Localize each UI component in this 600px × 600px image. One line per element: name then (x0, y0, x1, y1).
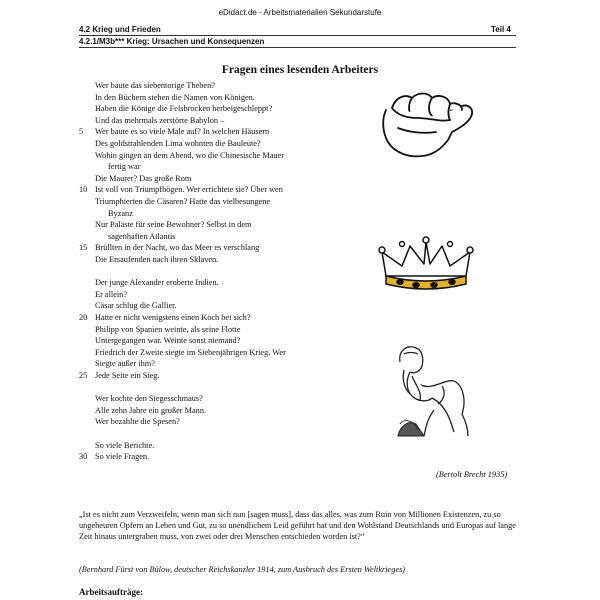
poem-line (79, 254, 379, 265)
poem-line (79, 416, 379, 427)
poem-line (79, 277, 379, 288)
poem-line (79, 358, 379, 369)
poem-line (79, 289, 379, 300)
line-text: So viele Fragen. (95, 452, 150, 462)
line-text: Nur Paläste für seine Bewohner? Selbst in dem (95, 220, 252, 230)
line-text: Siegte außer ihm? (95, 359, 155, 369)
line-text: sagenhaften Atlantis (108, 231, 176, 241)
line-text: Des goldstrahlenden Lima wohnten die Bauleute? (95, 139, 261, 148)
line-text: Cäsar schlug die Gallier. (95, 301, 177, 311)
poem-line (79, 196, 379, 207)
poem-title: Fragen eines lesenden Arbeiters (221, 64, 379, 76)
poem-line (79, 266, 379, 277)
line-text: Triumphierten die Cäsaren? Hatte das vielbesungene (95, 197, 271, 206)
line-text: Jede Seite ein Sieg. (95, 371, 160, 380)
poem-line (79, 150, 379, 161)
fist-icon (378, 88, 476, 160)
poem-line (79, 324, 379, 335)
poem-line (79, 115, 379, 126)
line-text: Wer bezahlte die Spesen? (95, 417, 180, 427)
line-text: Haben die Könige die Felsbrocken herbeigeschleppt? (95, 104, 273, 114)
poem-line (79, 382, 379, 393)
line-text: Byzanz (108, 208, 133, 218)
poem-line (79, 335, 379, 346)
tasks-heading: Arbeitsaufträge: (79, 587, 143, 597)
poem-line (79, 126, 379, 137)
line-text: Friedrich der Zweite siegte im Siebenjährigen Krieg. Wer (95, 347, 286, 357)
line-number: 5 (79, 127, 84, 137)
poem-line (79, 405, 379, 416)
poem-line (79, 451, 379, 462)
poem-line (79, 92, 379, 103)
line-text: Ist voll von Triumpfbögen. Wer errichtete sie? Über wen (95, 185, 283, 195)
line-text: Brüllten in der Nacht, wo das Meer es verschlang (95, 243, 260, 253)
poem-line (79, 208, 379, 219)
quote-source: (Bernhard Fürst von Bülow, deutscher Reichskanzler 1914, zum Ausbruch des Ersten Weltkrieges) (79, 565, 406, 574)
line-text: Wer baute es so viele Male auf? In welchen Häusern (95, 127, 270, 137)
poem-line (79, 219, 379, 230)
poem-line (79, 231, 379, 242)
line-text: fertig war (108, 162, 141, 172)
line-number: 30 (79, 452, 88, 462)
part-label: Teil 4 (491, 25, 511, 34)
poem-author: (Bertolt Brecht 1935) (436, 470, 508, 479)
poem-line (79, 428, 379, 439)
line-text: Die Maurer? Das große Rom (95, 173, 192, 183)
poem-line (79, 312, 379, 323)
line-text: Er allein? (95, 289, 128, 299)
line-number: 20 (79, 313, 88, 322)
line-text: Der junge Alexander eroberte Indien. (95, 278, 219, 288)
poem-line (79, 80, 379, 91)
line-text: So viele Berichte. (95, 440, 155, 450)
poem-line (79, 440, 379, 451)
line-text: Alle zehn Jahre ein großer Mann. (95, 405, 207, 415)
line-text: Untergegangen war. Weinte sonst niemand? (95, 336, 241, 346)
header-rule (79, 35, 516, 36)
poem-line (79, 173, 379, 184)
line-number: 15 (79, 243, 88, 253)
line-text: Wer baute das siebentorige Theben? (95, 81, 215, 90)
line-text: Und das mehrmals zerstörte Babylon – (95, 115, 225, 125)
line-text: In den Büchern stehen die Namen von Königen. (95, 92, 255, 102)
poem-line (79, 138, 379, 149)
poem-line (79, 161, 379, 172)
poem-line (79, 393, 379, 404)
line-number: 10 (79, 185, 88, 195)
poem-line (79, 184, 379, 195)
subsection-title: 4.2.1/M3b*** Krieg: Ursachen und Konsequenzen (79, 37, 265, 46)
line-number: 25 (79, 371, 88, 380)
crown-icon (376, 236, 476, 296)
line-text: Wer kochte den Siegesschmaus? (95, 394, 203, 404)
line-text: Die Ersaufenden nach ihren Sklaven. (95, 255, 219, 264)
poem-line (79, 300, 379, 311)
poem-line (79, 347, 379, 358)
poem-line (79, 370, 379, 381)
site-header: eDidact.de - Arbeitsmaterialien Sekundarstufe (218, 8, 382, 17)
thinker-icon (384, 340, 476, 440)
line-text: Wohin gingen an dem Abend, wo die Chinesische Mauer (95, 150, 284, 160)
quote-text: „Ist es nicht zum Verzweifeln, wenn man sich nun [sagen muss], dass das alles, was zum Ruin von Millionen Existenzen, zu so ungeheuren Opfern an Leben und Gut, zu so unendlichem Leid geführt hat und den Wohlstand Deutschlands und Europas auf lange Zeit hinaus untergraben muss, von zwei oder drei Menschen entschieden worden ist?“ (79, 510, 516, 541)
poem-line (79, 242, 379, 253)
subheader-rule (79, 47, 516, 48)
poem-line (79, 103, 379, 114)
line-text: Philipp von Spanien weinte, als seine Flotte (95, 324, 241, 334)
line-text: Hatte er nicht wenigstens einen Koch bei sich? (95, 313, 251, 322)
section-title: 4.2 Krieg und Frieden (79, 25, 161, 34)
